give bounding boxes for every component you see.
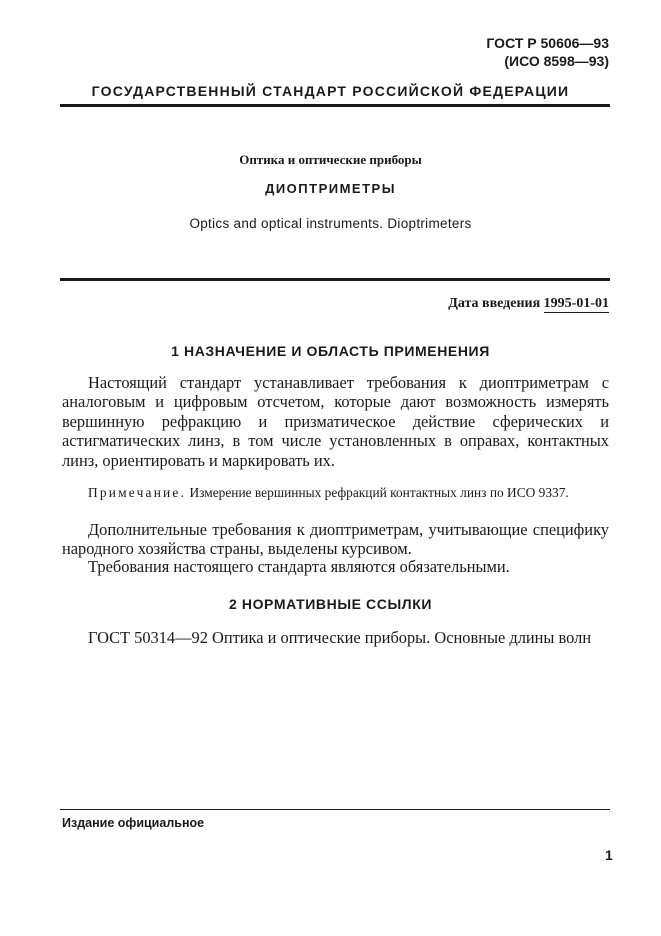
mandatory-requirements-paragraph: Требования настоящего стандарта являются обязательными. <box>88 557 510 576</box>
section-heading-scope: 1 НАЗНАЧЕНИЕ И ОБЛАСТЬ ПРИМЕНЕНИЯ <box>171 343 490 359</box>
english-title: Optics and optical instruments. Dioptrimeters <box>189 216 472 231</box>
note-text: Измерение вершинных рефракций контактных линз по ИСО 9337. <box>189 485 569 500</box>
document-title: ДИОПТРИМЕТРЫ <box>265 181 396 196</box>
title-divider <box>60 278 610 281</box>
intro-date-value: 1995-01-01 <box>543 296 609 311</box>
references-paragraph: ГОСТ 50314—92 Оптика и оптические приборы. Основные длины волн <box>88 628 592 647</box>
page-number: 1 <box>605 847 613 863</box>
section-heading-references: 2 НОРМАТИВНЫЕ ССЫЛКИ <box>228 596 433 612</box>
standard-code: ГОСТ Р 50606—93 <box>486 35 609 51</box>
subject-line: Оптика и оптические приборы <box>239 152 422 167</box>
introduction-date <box>448 296 609 312</box>
scope-note <box>62 485 609 501</box>
footer-divider <box>60 809 610 810</box>
note-label: Примечание. <box>88 485 187 500</box>
header-divider <box>60 104 610 107</box>
additional-requirements-paragraph: Дополнительные требования к диоптриметрам, учитывающие специфику народного хозяйства страны, выделены курсивом. <box>62 520 609 559</box>
iso-code: (ИСО 8598—93) <box>504 53 609 69</box>
official-edition-label: Издание официальное <box>62 816 205 830</box>
state-standard-title: ГОСУДАРСТВЕННЫЙ СТАНДАРТ РОССИЙСКОЙ ФЕДЕРАЦИИ <box>91 83 570 99</box>
scope-paragraph: Настоящий стандарт устанавливает требования к диоптриметрам с аналоговым и цифровым отсчетом, которые дают возможность измерять вершинную рефракцию и призматическое действие сферических и астигматических линз, в том числе установленных в оправах, контактных линз, ориентировать и маркировать их. <box>62 373 609 470</box>
intro-date-label: Дата введения <box>448 296 541 311</box>
